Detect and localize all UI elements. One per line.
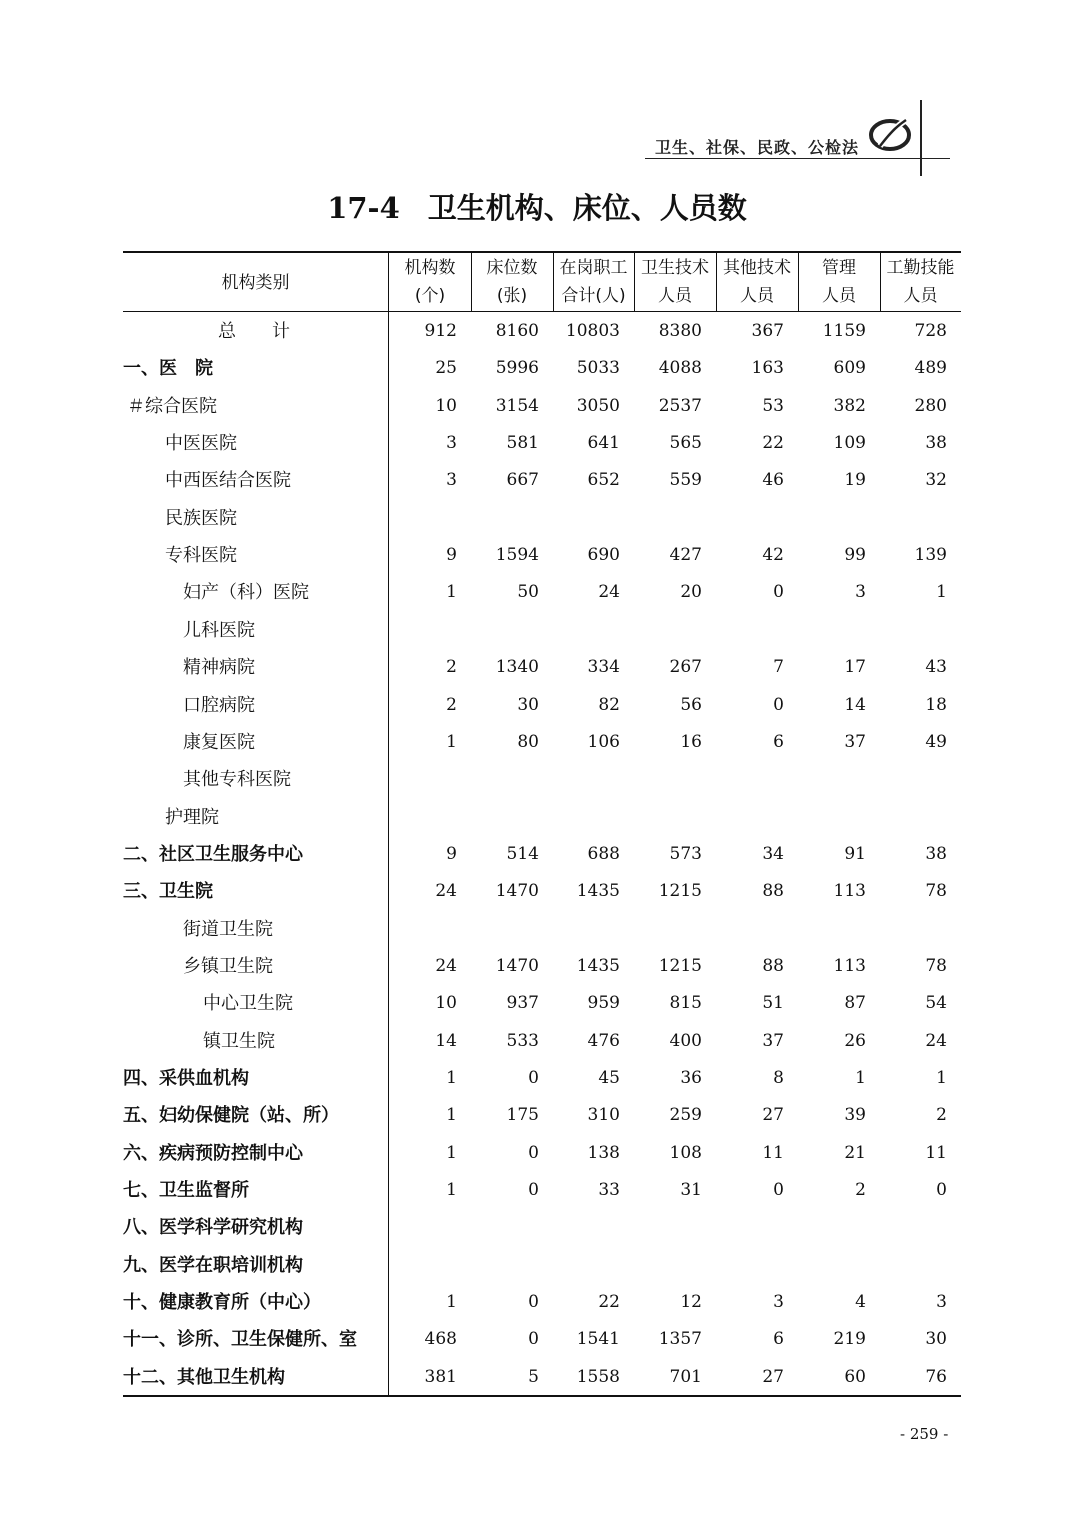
row-value-cell: 2 — [936, 1105, 947, 1126]
row-value-cell: 38 — [925, 843, 947, 864]
row-value-cell: 581 — [506, 433, 539, 454]
row-category-label: 十二、其他卫生机构 — [123, 1366, 285, 1388]
row-value-cell: 30 — [925, 1329, 947, 1350]
column-header-line2: 人员 — [740, 286, 774, 306]
row-value-cell: 113 — [833, 955, 866, 976]
row-value-cell: 8 — [773, 1068, 784, 1088]
table-row — [123, 388, 961, 425]
row-value-cell: 514 — [506, 843, 539, 864]
row-value-cell: 34 — [762, 843, 784, 864]
row-value-cell: 14 — [435, 1030, 457, 1051]
table-row — [123, 724, 961, 761]
row-category-label: 精神病院 — [183, 657, 255, 679]
row-value-cell: 36 — [680, 1068, 702, 1088]
row-value-cell: 3 — [773, 1292, 784, 1313]
row-value-cell: 2 — [446, 657, 457, 678]
row-value-cell: 0 — [773, 582, 784, 603]
page-number: - 259 - — [900, 1425, 949, 1443]
row-value-cell: 0 — [936, 1180, 947, 1201]
row-category-label: 中医医院 — [165, 433, 237, 455]
row-value-cell: 0 — [528, 1329, 539, 1350]
row-value-cell: 1340 — [495, 657, 539, 678]
row-value-cell: 10803 — [565, 321, 620, 341]
column-header-line2: (张) — [496, 286, 528, 306]
table-row — [123, 911, 961, 948]
row-value-cell: 3050 — [576, 395, 620, 416]
row-value-cell: 688 — [587, 843, 620, 864]
table-row — [123, 612, 961, 649]
row-value-cell: 39 — [844, 1105, 866, 1126]
table-header-rule — [123, 311, 961, 312]
row-value-cell: 427 — [669, 545, 702, 566]
row-value-cell: 11 — [762, 1142, 784, 1163]
table-row — [123, 687, 961, 724]
row-value-cell: 3 — [446, 470, 457, 491]
row-value-cell: 1470 — [495, 881, 539, 902]
column-header-line1: 管理 — [822, 258, 856, 278]
table-row — [123, 985, 961, 1022]
row-value-cell: 113 — [833, 881, 866, 902]
row-value-cell: 21 — [844, 1142, 866, 1163]
row-category-label: 专科医院 — [165, 545, 237, 567]
row-value-cell: 56 — [680, 694, 702, 715]
row-value-cell: 175 — [506, 1105, 539, 1126]
column-header — [471, 254, 553, 310]
column-header — [634, 254, 716, 310]
column-header — [880, 254, 961, 310]
row-value-cell: 1357 — [658, 1329, 702, 1350]
table-row — [123, 313, 961, 350]
column-header-line2: 合计(人) — [561, 286, 626, 306]
row-value-cell: 2 — [446, 694, 457, 715]
row-value-cell: 1 — [446, 1105, 457, 1126]
row-value-cell: 0 — [773, 694, 784, 715]
row-value-cell: 45 — [598, 1068, 620, 1088]
row-value-cell: 3 — [446, 433, 457, 454]
row-value-cell: 701 — [669, 1366, 702, 1387]
column-header-line1: 机构数 — [404, 258, 456, 278]
row-value-cell: 937 — [506, 993, 539, 1014]
row-value-cell: 259 — [669, 1105, 702, 1126]
row-value-cell: 573 — [669, 843, 702, 864]
row-value-cell: 46 — [762, 470, 784, 491]
row-value-cell: 87 — [844, 993, 866, 1014]
table-row — [123, 425, 961, 462]
row-value-cell: 267 — [669, 657, 702, 678]
row-value-cell: 1 — [446, 731, 457, 752]
row-value-cell: 1 — [855, 1068, 866, 1088]
column-header-line2: 人员 — [822, 286, 856, 306]
column-header-line1: 在岗职工 — [559, 258, 628, 278]
row-value-cell: 19 — [844, 470, 866, 491]
row-value-cell: 1435 — [576, 955, 620, 976]
row-value-cell: 11 — [925, 1142, 947, 1163]
row-category-label: 中西医结合医院 — [165, 470, 291, 492]
row-value-cell: 367 — [751, 321, 784, 341]
row-value-cell: 163 — [751, 358, 784, 379]
table-row — [123, 1284, 961, 1321]
row-value-cell: 334 — [587, 657, 620, 678]
table-row — [123, 500, 961, 537]
row-value-cell: 37 — [844, 731, 866, 752]
row-value-cell: 609 — [833, 358, 866, 379]
row-value-cell: 108 — [669, 1142, 702, 1163]
row-value-cell: 0 — [528, 1292, 539, 1313]
chapter-logo-icon — [866, 112, 914, 156]
table-row — [123, 649, 961, 686]
row-value-cell: 1470 — [495, 955, 539, 976]
row-value-cell: 1 — [446, 582, 457, 603]
row-value-cell: 815 — [669, 993, 702, 1014]
row-value-cell: 9 — [446, 843, 457, 864]
row-value-cell: 0 — [528, 1142, 539, 1163]
row-value-cell: 38 — [925, 433, 947, 454]
table-row — [123, 836, 961, 873]
row-value-cell: 1 — [446, 1292, 457, 1313]
row-value-cell: 18 — [925, 694, 947, 715]
row-value-cell: 42 — [762, 545, 784, 566]
row-category-label: 七、卫生监督所 — [123, 1180, 249, 1202]
row-category-label: 其他专科医院 — [183, 769, 291, 791]
row-value-cell: 82 — [598, 694, 620, 715]
table-row — [123, 350, 961, 387]
row-value-cell: 37 — [762, 1030, 784, 1051]
row-value-cell: 1215 — [658, 955, 702, 976]
table-row — [123, 537, 961, 574]
row-value-cell: 10 — [435, 993, 457, 1014]
table-row — [123, 1209, 961, 1246]
row-value-cell: 99 — [844, 545, 866, 566]
table-row — [123, 1359, 961, 1396]
row-value-cell: 54 — [925, 993, 947, 1014]
row-value-cell: 6 — [773, 1329, 784, 1350]
column-header-line2: 人员 — [658, 286, 692, 306]
row-value-cell: 565 — [669, 433, 702, 454]
column-header — [798, 254, 880, 310]
row-category-label: 一、医 院 — [123, 358, 213, 380]
row-value-cell: 728 — [914, 321, 947, 341]
row-value-cell: 22 — [598, 1292, 620, 1313]
page-title — [0, 186, 1074, 227]
row-value-cell: 109 — [833, 433, 866, 454]
row-value-cell: 5033 — [576, 358, 620, 379]
row-value-cell: 1 — [936, 582, 947, 603]
row-value-cell: 219 — [833, 1329, 866, 1350]
row-value-cell: 1159 — [822, 321, 866, 341]
table-row — [123, 1135, 961, 1172]
row-category-label: 儿科医院 — [183, 619, 255, 641]
column-header-line1: 工勤技能 — [886, 258, 955, 278]
column-header — [553, 254, 634, 310]
table-row — [123, 1247, 961, 1284]
row-value-cell: 49 — [925, 731, 947, 752]
table-row — [123, 1321, 961, 1358]
row-value-cell: 667 — [506, 470, 539, 491]
row-category-label: 民族医院 — [165, 507, 237, 529]
row-value-cell: 280 — [914, 395, 947, 416]
column-header-line1: 卫生技术 — [641, 258, 709, 278]
row-value-cell: 88 — [762, 881, 784, 902]
row-category-label: 六、疾病预防控制中心 — [123, 1142, 303, 1164]
row-value-cell: 30 — [517, 694, 539, 715]
row-value-cell: 0 — [773, 1180, 784, 1201]
row-value-cell: 690 — [587, 545, 620, 566]
row-value-cell: 2537 — [658, 395, 702, 416]
row-value-cell: 106 — [587, 731, 620, 752]
row-value-cell: 12 — [680, 1292, 702, 1313]
row-value-cell: 33 — [598, 1180, 620, 1201]
row-value-cell: 1 — [446, 1068, 457, 1088]
row-value-cell: 20 — [680, 582, 702, 603]
row-value-cell: 17 — [844, 657, 866, 678]
row-value-cell: 1 — [446, 1180, 457, 1201]
row-value-cell: 24 — [435, 881, 457, 902]
row-value-cell: 24 — [435, 955, 457, 976]
row-value-cell: 43 — [925, 657, 947, 678]
row-value-cell: 1 — [936, 1068, 947, 1088]
row-category-label: 街道卫生院 — [183, 918, 273, 940]
row-value-cell: 489 — [914, 358, 947, 379]
row-value-cell: 51 — [762, 993, 784, 1014]
row-category-label: 三、卫生院 — [123, 881, 213, 903]
row-value-cell: 138 — [587, 1142, 620, 1163]
column-header — [716, 254, 798, 310]
row-value-cell: 6 — [773, 731, 784, 752]
table-row — [123, 462, 961, 499]
column-header-line2: (个) — [414, 286, 446, 306]
row-value-cell: 31 — [680, 1180, 702, 1201]
row-value-cell: 9 — [446, 545, 457, 566]
row-value-cell: 16 — [680, 731, 702, 752]
row-category-label: 二、社区卫生服务中心 — [123, 843, 303, 865]
category-column-header: 机构类别 — [221, 273, 290, 293]
table-row — [123, 574, 961, 611]
row-category-label: 十、健康教育所（中心） — [123, 1292, 321, 1314]
row-value-cell: 5996 — [495, 358, 539, 379]
row-value-cell: 912 — [424, 321, 457, 341]
row-value-cell: 53 — [762, 395, 784, 416]
row-category-label: ＃综合医院 — [127, 395, 217, 417]
row-value-cell: 1594 — [495, 545, 539, 566]
header-rule — [645, 158, 950, 159]
row-value-cell: 78 — [925, 881, 947, 902]
row-category-label: 八、医学科学研究机构 — [123, 1217, 303, 1239]
row-value-cell: 533 — [506, 1030, 539, 1051]
row-category-label: 中心卫生院 — [203, 993, 293, 1015]
row-value-cell: 959 — [587, 993, 620, 1014]
column-header-line1: 床位数 — [486, 258, 538, 278]
row-value-cell: 25 — [435, 358, 457, 379]
row-value-cell: 88 — [762, 955, 784, 976]
column-header — [389, 254, 471, 310]
table-title: 卫生机构、床位、人员数 — [427, 191, 747, 225]
row-value-cell: 91 — [844, 843, 866, 864]
row-value-cell: 652 — [587, 470, 620, 491]
row-value-cell: 78 — [925, 955, 947, 976]
row-value-cell: 476 — [587, 1030, 620, 1051]
row-category-label: 妇产（科）医院 — [183, 582, 309, 604]
row-category-label: 总 计 — [218, 321, 290, 342]
row-value-cell: 2 — [855, 1180, 866, 1201]
row-value-cell: 5 — [528, 1366, 539, 1387]
table-row — [123, 1023, 961, 1060]
row-value-cell: 1215 — [658, 881, 702, 902]
row-value-cell: 4 — [855, 1292, 866, 1313]
chapter-header: 卫生、社保、民政、公检法 — [655, 138, 860, 157]
row-value-cell: 0 — [528, 1068, 539, 1088]
row-value-cell: 22 — [762, 433, 784, 454]
row-category-label: 护理院 — [165, 806, 219, 828]
row-value-cell: 14 — [844, 694, 866, 715]
row-value-cell: 3 — [855, 582, 866, 603]
row-value-cell: 139 — [914, 545, 947, 566]
table-row — [123, 799, 961, 836]
row-category-label: 十一、诊所、卫生保健所、室 — [123, 1329, 357, 1351]
row-value-cell: 80 — [517, 731, 539, 752]
row-category-label: 四、采供血机构 — [123, 1068, 249, 1089]
row-value-cell: 10 — [435, 395, 457, 416]
row-value-cell: 381 — [424, 1366, 457, 1387]
table-number: 17-4 — [327, 191, 400, 225]
row-value-cell: 310 — [587, 1105, 620, 1126]
table-row — [123, 1097, 961, 1134]
row-value-cell: 641 — [587, 433, 620, 454]
row-value-cell: 3154 — [495, 395, 539, 416]
row-value-cell: 559 — [669, 470, 702, 491]
table-row — [123, 1060, 961, 1097]
row-value-cell: 3 — [936, 1292, 947, 1313]
row-value-cell: 8380 — [658, 321, 702, 341]
row-value-cell: 0 — [528, 1180, 539, 1201]
table-row — [123, 948, 961, 985]
row-value-cell: 400 — [669, 1030, 702, 1051]
row-value-cell: 24 — [925, 1030, 947, 1051]
table-row — [123, 873, 961, 910]
row-value-cell: 32 — [925, 470, 947, 491]
row-value-cell: 60 — [844, 1366, 866, 1387]
row-category-label: 乡镇卫生院 — [183, 955, 273, 977]
row-value-cell: 27 — [762, 1105, 784, 1126]
column-header-line2: 人员 — [903, 286, 938, 306]
row-value-cell: 1558 — [576, 1366, 620, 1387]
row-value-cell: 27 — [762, 1366, 784, 1387]
row-value-cell: 4088 — [658, 358, 702, 379]
row-category-label: 康复医院 — [183, 731, 255, 753]
row-value-cell: 76 — [925, 1366, 947, 1387]
row-value-cell: 8160 — [495, 321, 539, 341]
column-header-line1: 其他技术 — [723, 258, 791, 278]
row-category-label: 口腔病院 — [183, 694, 255, 716]
table-row — [123, 1172, 961, 1209]
row-category-label: 镇卫生院 — [203, 1030, 275, 1052]
table-top-rule — [123, 251, 961, 253]
row-value-cell: 50 — [517, 582, 539, 603]
row-category-label: 五、妇幼保健院（站、所） — [123, 1105, 339, 1127]
row-category-label: 九、医学在职培训机构 — [123, 1254, 303, 1276]
row-value-cell: 468 — [424, 1329, 457, 1350]
table-row — [123, 761, 961, 798]
row-value-cell: 1435 — [576, 881, 620, 902]
row-value-cell: 1 — [446, 1142, 457, 1163]
row-value-cell: 7 — [773, 657, 784, 678]
row-value-cell: 1541 — [576, 1329, 620, 1350]
row-value-cell: 26 — [844, 1030, 866, 1051]
header-vertical-rule — [920, 100, 922, 176]
row-value-cell: 382 — [833, 395, 866, 416]
row-value-cell: 24 — [598, 582, 620, 603]
